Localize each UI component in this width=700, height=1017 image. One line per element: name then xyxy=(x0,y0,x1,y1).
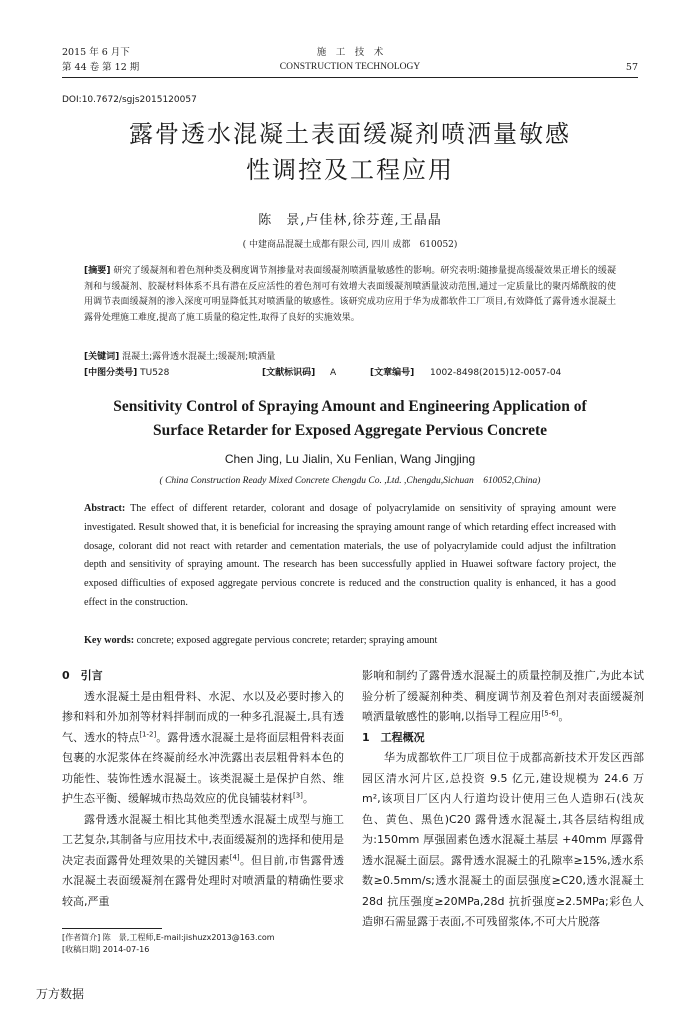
title-cn-line1: 露骨透水混凝土表面缓凝剂喷洒量敏感 xyxy=(129,120,571,148)
section-1-heading: 1 工程概况 xyxy=(362,730,425,744)
keywords-cn xyxy=(84,350,616,366)
clc-value: TU528 xyxy=(140,368,170,378)
title-cn-line2: 性调控及工程应用 xyxy=(246,156,454,184)
paragraph-2 xyxy=(62,810,344,913)
paragraph-2-text-a: 露骨透水混凝土相比其他类型透水混凝土成型与施工工艺复杂,其制备与应用技术中,表面缓凝剂的选择和使用是决定表面露骨处理效果的关键因素 xyxy=(62,812,344,867)
article-no-label: [文章编号] xyxy=(370,368,415,378)
doi: DOI:10.7672/sgjs2015120057 xyxy=(62,95,197,105)
citation: [3] xyxy=(293,791,303,800)
footnote-received-label: [收稿日期] xyxy=(62,945,101,954)
abstract-cn xyxy=(84,264,616,327)
section-0-heading: 0 引言 xyxy=(62,669,103,682)
citation: [5-6] xyxy=(541,709,559,718)
authors-cn: 陈 景,卢佳林,徐芬莲,王晶晶 xyxy=(258,213,442,228)
paragraph-3 xyxy=(362,666,644,728)
page-number: 57 xyxy=(625,62,638,73)
paragraph-1 xyxy=(62,687,344,810)
volume-issue: 第 44 卷 第 12 期 xyxy=(62,62,140,73)
keywords-en-text: concrete; exposed aggregate pervious concrete; retarder; spraying amount xyxy=(136,635,438,646)
abstract-en-label: Abstract: xyxy=(84,503,126,514)
clc-label: [中图分类号] xyxy=(84,368,138,378)
paragraph-3-text-b: 。 xyxy=(558,710,570,723)
footnote-received-text: 2014-07-16 xyxy=(102,945,150,954)
journal-title-en: CONSTRUCTION TECHNOLOGY xyxy=(279,62,421,72)
footnote-author xyxy=(62,932,344,944)
classification-row xyxy=(84,366,616,382)
abstract-en-text: The effect of different retarder, colorant and dosage of polyacrylamide on sensitivity of spraying amount were investigated. Result showed that, it is beneficial for increasing the spraying amount range of which retarding effect increased with dosage, colorant did not react with retarder and cementation materials, the use of polyacrylamide could adjust the infiltration depth and sensitivity of spraying amount. The research has been successfully applied in Huawei software factory project, the exposed difficulties of exposed aggregate pervious concrete is reduced and the construction quality is enhanced, it has a good effect in the construction. xyxy=(84,503,616,608)
header-rule xyxy=(62,77,638,78)
affiliation-en: ( China Construction Ready Mixed Concrete Chengdu Co. ,Ltd. ,Chengdu,Sichuan 610052,China) xyxy=(159,476,541,486)
doc-code-value: A xyxy=(330,368,337,378)
source-watermark: 万方数据 xyxy=(36,987,85,1001)
footnote-rule xyxy=(62,928,162,929)
paragraph-1-text-c: 。 xyxy=(302,792,314,805)
paragraph-1-text-a: 透水混凝土是由粗骨料、水泥、水以及必要时掺入的掺和料和外加剂等材料拌制而成的一种多孔混凝土,具有透气、透水的特点 xyxy=(62,689,344,744)
footnote-author-label: [作者简介] xyxy=(62,933,101,942)
paragraph-4: 华为成都软件工厂项目位于成都高新技术开发区西部园区清水河片区,总投资 9.5 亿元,建设规模为 24.6 万 m²,该项目厂区内人行道均设计使用三色人造卵石(浅灰色、黄色、黑色)C20 露骨透水混凝土,其各层结构组成为:150mm 厚强固素色透水混凝土基层 +40mm 厚露骨透水混凝土面层。露骨透水混凝土的孔隙率≥15%,透水系数≥0.5mm/s;透水混凝土的面层强度≥C20,透水混凝土 28d 抗压强度≥20MPa,28d 抗折强度≥2.5MPa;彩色人造卵石需显露于表面,不可残留浆体,不可大片脱落 xyxy=(362,751,644,928)
abstract-cn-label: [摘要] xyxy=(84,266,111,276)
paragraph-2-text-b: 。但目前,市售露骨透水混凝土表面缓凝剂在露骨处理时对喷洒量的精确性要求较高,严重 xyxy=(62,853,344,908)
title-en-line2: Surface Retarder for Exposed Aggregate Pervious Concrete xyxy=(152,422,548,439)
title-en-line1: Sensitivity Control of Spraying Amount and Engineering Application of xyxy=(113,398,587,415)
citation: [1-2] xyxy=(139,729,157,738)
footnote-received xyxy=(62,944,344,956)
doc-code-label: [文献标识码] xyxy=(262,368,316,378)
paragraph-1-text-b: 。露骨透水混凝土是将面层粗骨料表面包裹的水泥浆体在终凝前经水冲洗露出表层粗骨料本色的功能性、装饰性透水混凝土。该类混凝土是保护自然、维护生态平衡、缓解城市热岛效应的优良铺装材料 xyxy=(62,730,345,805)
keywords-en-label: Key words: xyxy=(84,635,135,646)
keywords-en xyxy=(84,632,616,651)
abstract-en xyxy=(84,500,616,613)
keywords-cn-text: 混凝土;露骨透水混凝土;缓凝剂;喷洒量 xyxy=(122,352,276,362)
right-column xyxy=(362,666,644,933)
citation: [4] xyxy=(229,852,240,861)
footnote xyxy=(62,932,344,956)
authors-en: Chen Jing, Lu Jialin, Xu Fenlian, Wang Jingjing xyxy=(224,452,476,466)
affiliation-cn: ( 中建商品混凝土成都有限公司, 四川 成都 610052) xyxy=(242,240,458,250)
paragraph-3-text-a: 影响和制约了露骨透水混凝土的质量控制及推广,为此本试验分析了缓凝剂种类、稠度调节剂及着色剂对表面缓凝剂喷洒量敏感性的影响,以指导工程应用 xyxy=(362,669,644,723)
footnote-author-text: 陈 景,工程师,E-mail:jishuzx2013@163.com xyxy=(102,933,275,942)
left-column xyxy=(62,666,344,912)
keywords-cn-label: [关键词] xyxy=(84,352,120,362)
abstract-cn-text: 研究了缓凝剂和着色剂种类及稠度调节剂掺量对表面缓凝剂喷洒量敏感性的影响。研究表明:随掺量提高缓凝效果正增长的缓凝剂和与缓凝剂、胶凝材料体系不具有潜在反应活性的着色剂可有效增大表面缓凝剂喷洒量波动范围,通过一定质量比的聚丙烯酰胺的使用调节表面缓凝剂的渗入深度可明显降低其对喷洒量的敏感性。该研究成功应用于华为成都软件工厂项目,有效降低了露骨透水混凝土露骨处理施工难度,提高了施工质量的稳定性,取得了良好的实施效果。 xyxy=(84,266,616,324)
issue-date: 2015 年 6 月下 xyxy=(62,47,130,58)
journal-title-cn: 施 工 技 术 xyxy=(316,47,384,58)
article-no-value: 1002-8498(2015)12-0057-04 xyxy=(430,368,562,378)
